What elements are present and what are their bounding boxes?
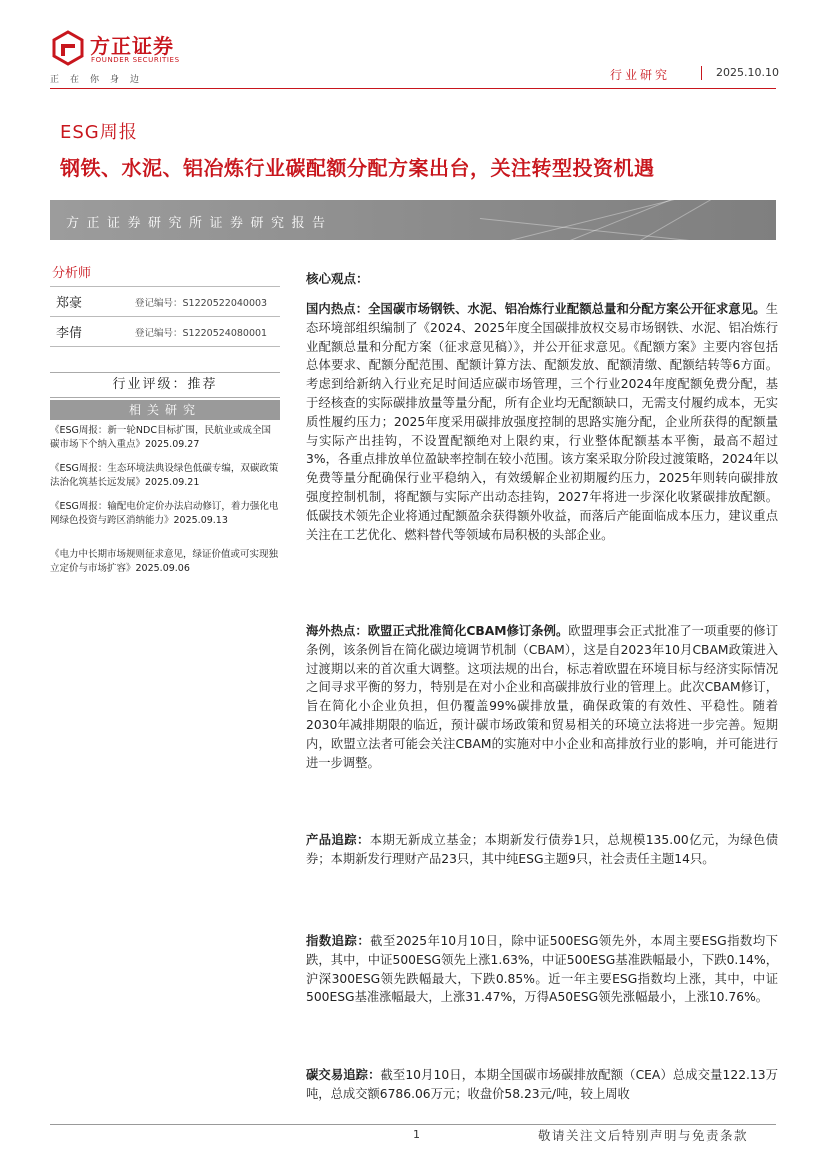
section-overseas [306, 622, 778, 772]
analyst-name: 李倩 [56, 326, 83, 341]
banner-decoration [640, 200, 776, 240]
analysts-label: 分析师 [52, 266, 92, 281]
section-products [306, 831, 778, 869]
report-title: 钢铁、水泥、铝冶炼行业碳配额分配方案出台，关注转型投资机遇 [60, 156, 655, 180]
section-body: 本期无新成立基金；本期新发行债券1只，总规模135.00亿元，为绿色债券；本期新发行理财产品23只，其中纯ESG主题9只，社会责任主题14只。 [306, 833, 778, 866]
section-body: 生态环境部组织编制了《2024、2025年度全国碳排放权交易市场钢铁、水泥、铝冶炼行业配额总量和分配方案（征求意见稿）》，并公开征求意见。《配额方案》主要内容包括总体要求、配额分配范围、配额计算方法、配额发放、配额清缴、配额结转等6方面。考虑到给新纳入行业充足时间适应碳市场管理，三个行业2024年度配额免费分配，基于经核查的实际碳排放量等量分配，所有企业均无配额缺口，无需支付履约成本，无实质性履约压力；2025年度采用碳排放强度控制的思路实施分配，企业所获得的配额量与实际产出挂钩，不设置配额绝对上限约束，行业整体配额基本平衡，最高不超过3%，各重点排放单位盈缺率控制在较小范围。该方案采取分阶段过渡策略，2024年以免费等量分配确保行业平稳纳入，有效缓解企业初期履约压力，2025年则转向碳排放强度控制机制，将配额与实际产出动态挂钩，2027年将进一步深化收紧碳排放配额。低碳技术领先企业将通过配额盈余获得额外收益，而落后产能面临成本压力，建议重点关注在工艺优化、燃料替代等领域布局积极的头部企业。 [306, 302, 778, 542]
analyst-divider [50, 316, 280, 317]
section-carbon-trading [306, 1066, 778, 1106]
report-date: 2025.10.10 [716, 66, 779, 79]
analyst-reg: 登记编号：S1220522040003 [135, 298, 268, 309]
analyst-divider [50, 286, 280, 287]
section-domestic [306, 300, 778, 544]
section-lead: 国内热点：全国碳市场钢铁、水泥、铝冶炼行业配额总量和分配方案公开征求意见。 [306, 302, 766, 316]
related-research-link[interactable]: 《电力中长期市场规则征求意见，绿证价值或可实现独立定价与市场扩容》2025.09.06 [50, 549, 279, 574]
core-views-title: 核心观点： [306, 271, 369, 286]
brand-logo [50, 28, 220, 86]
founder-logo-icon [50, 30, 86, 66]
related-research-link[interactable]: 《ESG周报：输配电价定价办法启动修订，着力强化电网绿色投资与跨区消纳能力》2025.09.13 [50, 501, 279, 526]
page-number: 1 [413, 1128, 420, 1141]
analyst-divider [50, 346, 280, 347]
section-lead: 碳交易追踪： [306, 1068, 381, 1082]
brand-slogan: 正在你身边 [50, 75, 151, 85]
header-separator [701, 66, 702, 80]
brand-name-cn: 方正证券 [90, 34, 174, 58]
section-body: 截至2025年10月10日，除中证500ESG领先外，本周主要ESG指数均下跌，其中，中证500ESG领先上涨1.63%，中证500ESG基准跌幅最小，下跌0.14%，沪深300ESG领先跌幅最大，下跌0.85%。近一年主要ESG指数均上涨，其中，中证500ESG基准涨幅最大，上涨31.47%，万得A50ESG领先涨幅最小，上涨10.76%。 [306, 934, 778, 1005]
banner-decoration [510, 200, 776, 240]
analyst-reg: 登记编号：S1220524080001 [135, 328, 268, 339]
footer-divider [50, 1124, 776, 1125]
report-category: 行业研究 [610, 68, 671, 82]
brand-name-en: FOUNDER SECURITIES [91, 56, 180, 64]
section-lead: 海外热点：欧盟正式批准简化CBAM修订条例。 [306, 624, 569, 638]
section-lead: 指数追踪： [306, 934, 371, 948]
header-divider [50, 88, 776, 89]
footer-disclaimer: 敬请关注文后特别声明与免责条款 [538, 1128, 749, 1143]
section-index [306, 932, 778, 1007]
related-research-link[interactable]: 《ESG周报：生态环境法典设绿色低碳专编，双碳政策法治化筑基长远发展》2025.09.21 [50, 463, 279, 488]
report-banner [50, 200, 776, 240]
section-lead: 产品追踪： [306, 833, 370, 847]
related-research-header: 相关研究 [50, 400, 280, 420]
related-research-link[interactable]: 《ESG周报：新一轮NDC目标扩围，民航业或成全国碳市场下个纳入重点》2025.09.27 [50, 425, 271, 450]
report-type: ESG周报 [60, 122, 138, 143]
banner-text: 方正证券研究所证券研究报告 [66, 216, 333, 231]
section-body: 欧盟理事会正式批准了一项重要的修订条例，该条例旨在简化碳边境调节机制（CBAM），这是自2023年10月CBAM政策进入过渡期以来的首次重大调整。这项法规的出台，标志着欧盟在环境目标与经济实际情况之间寻求平衡的努力，特别是在对小企业和高碳排放行业的管理上。此次CBAM修订，旨在简化小企业负担，但仍覆盖99%碳排放量，确保政策的有效性、平稳性。随着2030年减排期限的临近，预计碳市场政策和贸易相关的环境立法将进一步完善。短期内，欧盟立法者可能会关注CBAM的实施对中小企业和高排放行业的影响，并可能进行进一步调整。 [306, 624, 778, 770]
analyst-name: 郑豪 [56, 296, 83, 311]
core-views-heading [306, 268, 778, 287]
section-body: 截至10月10日，本期全国碳市场碳排放配额（CEA）总成交量122.13万吨，总成交额6786.06万元；收盘价58.23元/吨，较上周收 [306, 1068, 778, 1101]
industry-rating: 行业评级：推荐 [50, 372, 280, 398]
